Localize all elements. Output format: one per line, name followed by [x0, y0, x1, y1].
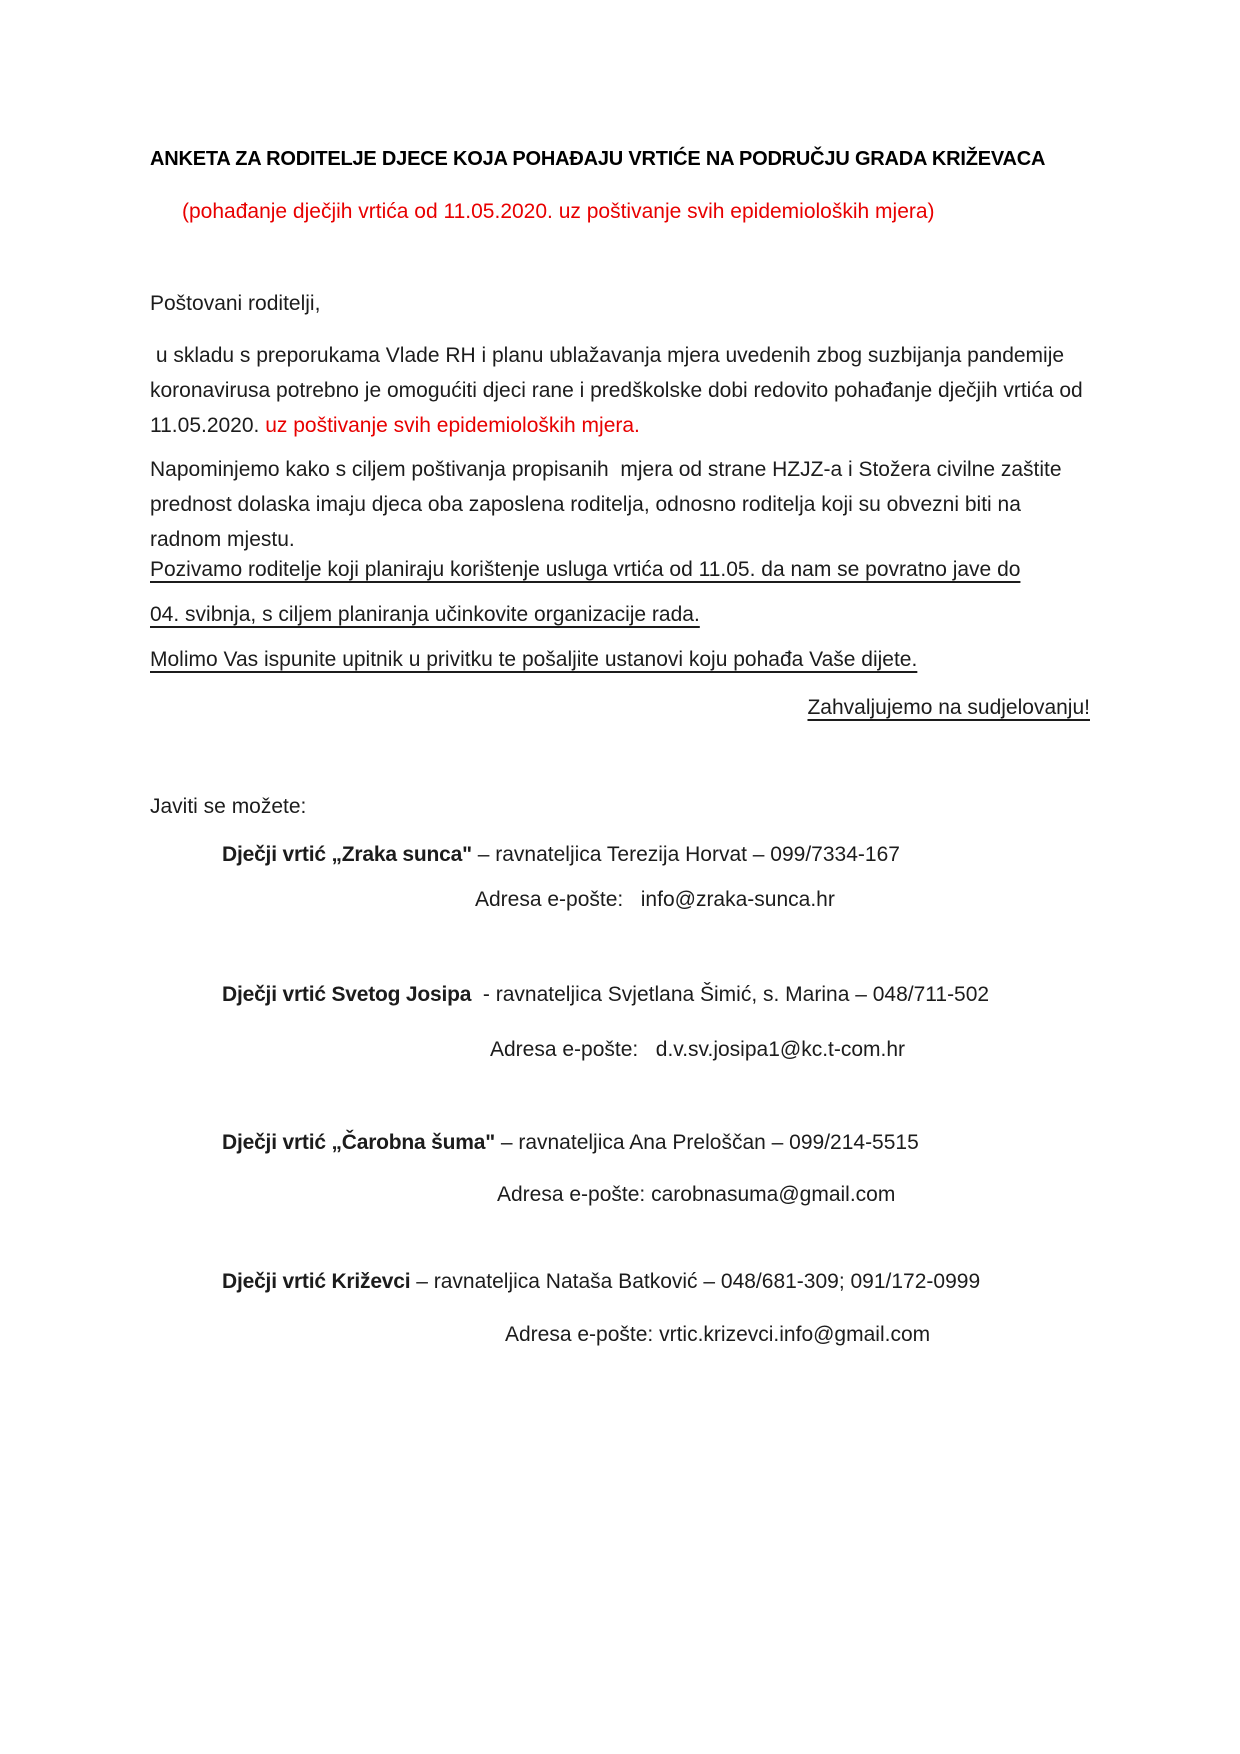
contact-details: - ravnateljica Svjetlana Šimić, s. Marina – 048/711-502	[471, 983, 990, 1006]
paragraph-measures-red: uz poštivanje svih epidemioloških mjera.	[265, 414, 640, 437]
invite-reply-line-1: Pozivamo roditelje koji planiraju korištenje usluga vrtića od 11.05. da nam se povratno jave do	[150, 558, 1021, 581]
contact-email-row	[497, 1183, 895, 1207]
contact-email-row	[475, 888, 835, 912]
paragraph-measures-black: u skladu s preporukama Vlade RH i planu ublažavanja mjera uvedenih zbog suzbijanja pandemije koronavirusa potrebno je omogućiti djeci rane i predškolske dobi redovito pohađanje dječjih vrtića od 11.05.2020.	[150, 344, 1089, 437]
contact-details: – ravnateljica Terezija Horvat – 099/7334-167	[471, 843, 900, 866]
contact-name: Dječji vrtić „Čarobna šuma"	[222, 1131, 495, 1154]
contact-name: Dječji vrtić Svetog Josipa	[222, 983, 472, 1006]
contact-details: – ravnateljica Nataša Batković – 048/681-309; 091/172-0999	[410, 1270, 981, 1293]
document-title: ANKETA ZA RODITELJE DJECE KOJA POHAĐAJU VRTIĆE NA PODRUČJU GRADA KRIŽEVACA	[150, 148, 1046, 170]
thanks-line-wrap	[150, 696, 1090, 720]
paragraph-measures	[150, 338, 1092, 443]
contact-email-row	[505, 1323, 930, 1347]
document-subtitle: (pohađanje dječjih vrtića od 11.05.2020. uz poštivanje svih epidemioloških mjera)	[182, 200, 935, 223]
fill-questionnaire-line: Molimo Vas ispunite upitnik u privitku te pošaljite ustanovi koju pohađa Vaše dijete.	[150, 648, 918, 671]
contact-row-zraka-sunca	[222, 843, 900, 867]
email-label: Adresa e-pošte:	[505, 1323, 660, 1346]
contact-row-krizevci	[222, 1270, 980, 1294]
paragraph-priority: Napominjemo kako s ciljem poštivanja propisanih mjera od strane HZJZ-a i Stožera civilne zaštite prednost dolaska imaju djeca oba zaposlena roditelja, odnosno roditelja koji su obvezni biti na radnom mjestu.	[150, 458, 1068, 551]
email-label: Adresa e-pošte:	[490, 1038, 656, 1061]
email-label: Adresa e-pošte:	[475, 888, 641, 911]
contact-name: Dječji vrtić „Zraka sunca"	[222, 843, 472, 866]
email-address: carobnasuma@gmail.com	[651, 1183, 896, 1206]
contact-name: Dječji vrtić Križevci	[222, 1270, 411, 1293]
contact-details: – ravnateljica Ana Preloščan – 099/214-5515	[494, 1131, 919, 1154]
invite-reply-line-2: 04. svibnja, s ciljem planiranja učinkovite organizacije rada.	[150, 603, 700, 626]
thanks-text: Zahvaljujemo na sudjelovanju!	[807, 696, 1090, 719]
email-address: info@zraka-sunca.hr	[640, 888, 835, 911]
email-address: d.v.sv.josipa1@kc.t-com.hr	[655, 1038, 906, 1061]
contact-row-carobna-suma	[222, 1131, 919, 1155]
contact-row-svetog-josipa	[222, 983, 989, 1007]
contact-email-row	[490, 1038, 905, 1062]
email-label: Adresa e-pošte:	[497, 1183, 652, 1206]
contact-intro: Javiti se možete:	[150, 795, 307, 818]
salutation: Poštovani roditelji,	[150, 292, 321, 315]
email-address: vrtic.krizevci.info@gmail.com	[659, 1323, 931, 1346]
